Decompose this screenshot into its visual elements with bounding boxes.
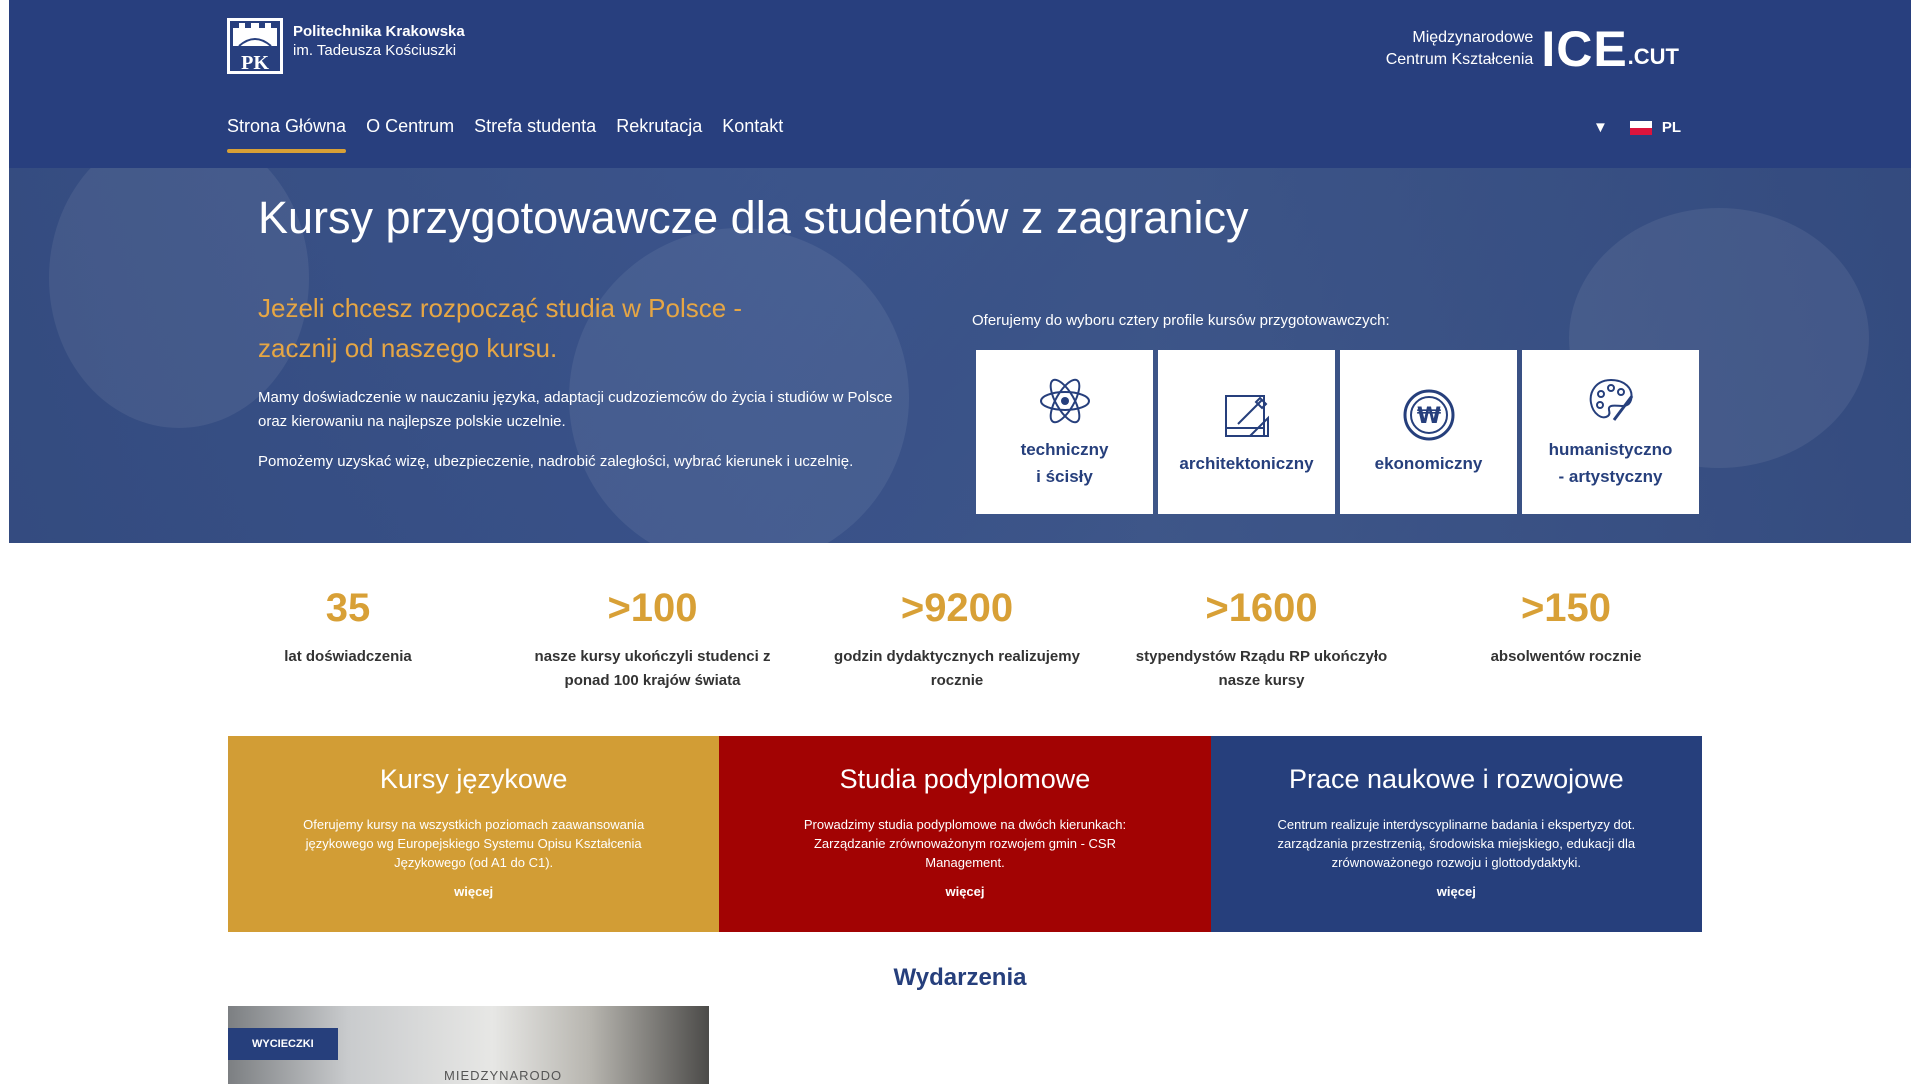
- university-name[interactable]: [293, 22, 465, 60]
- hero-paragraph-1: Mamy doświadczenie w nauczaniu języka, adaptacji cudzoziemców do życia i studiów w Polsce oraz kierowaniu na najlepsze polskie uczelnie.: [258, 389, 893, 430]
- panel-text: Centrum realizuje interdyscyplinarne badania i ekspertyzy dot. zarządzania przestrzenią, środowiska miejskiego, edukacji dla zrównoważonego rozwoju i glottodydaktyki.: [1277, 817, 1636, 870]
- stat-value: >150: [1520, 586, 1612, 630]
- ice-logo-mark: ICE: [1541, 21, 1628, 77]
- university-name-line1: Politechnika Krakowska: [293, 23, 465, 40]
- profile-label-humanities: [1549, 436, 1673, 490]
- profile-label-line1: humanistyczno: [1548, 440, 1673, 459]
- main-nav: [227, 116, 783, 153]
- nav-item-student-zone[interactable]: Strefa studenta: [474, 116, 597, 136]
- currency-coin-icon: [1402, 388, 1456, 442]
- atom-icon: [1038, 374, 1092, 428]
- profile-card-humanities[interactable]: [1522, 350, 1699, 514]
- stats-row: [218, 586, 1696, 693]
- stat-item: [1436, 586, 1696, 693]
- stat-value: >9200: [900, 586, 1014, 630]
- profile-label-line2: i ścisły: [1036, 467, 1093, 486]
- language-option[interactable]: [1630, 119, 1681, 136]
- hero-title: Kursy przygotowawcze dla studentów z zagranicy: [258, 192, 1249, 243]
- drafting-icon: [1220, 388, 1274, 442]
- panel-more-link[interactable]: więcej: [454, 884, 494, 899]
- feature-panels: [228, 736, 1702, 932]
- nav-item-home[interactable]: Strona Główna: [227, 116, 346, 153]
- language-switcher[interactable]: [1593, 119, 1681, 136]
- stat-label: lat doświadczenia: [284, 648, 412, 665]
- ice-logo-subtitle: [1386, 27, 1534, 71]
- ice-logo-line1: Międzynarodowe: [1412, 29, 1534, 46]
- events-heading: Wydarzenia: [893, 964, 1027, 991]
- palette-icon: [1584, 374, 1638, 428]
- site-header: [9, 0, 1911, 168]
- nav-item-about[interactable]: O Centrum: [366, 116, 455, 136]
- hero-paragraph-2: Pomożemy uzyskać wizę, ubezpieczenie, nadrobić zaległości, wybrać kierunek i uczelnię.: [258, 453, 854, 470]
- nav-item-recruitment[interactable]: Rekrutacja: [616, 116, 703, 136]
- svg-text:₩: ₩: [1416, 403, 1441, 429]
- profile-label-economics: ekonomiczny: [1374, 453, 1483, 473]
- panel-more-link[interactable]: więcej: [1436, 884, 1476, 899]
- pk-logo-icon[interactable]: [227, 18, 283, 74]
- panel-postgraduate-studies[interactable]: [719, 736, 1210, 932]
- dropdown-caret-icon[interactable]: ▼: [1592, 119, 1608, 136]
- stat-label: godzin dydaktycznych realizujemy rocznie: [834, 648, 1080, 689]
- profile-label-line2: - artystyczny: [1558, 467, 1663, 486]
- panel-text: Oferujemy kursy na wszystkich poziomach zaawansowania językowego wg Europejskiego Systemu Opisu Kształcenia Językowego (od A1 do C1).: [303, 817, 645, 870]
- profile-label-architecture: architektoniczny: [1179, 453, 1314, 473]
- profile-card-economics[interactable]: [1340, 350, 1517, 514]
- panel-more-link[interactable]: więcej: [945, 884, 985, 899]
- profile-card-architecture[interactable]: [1158, 350, 1335, 514]
- stat-value: 35: [325, 586, 371, 630]
- panel-title: Prace naukowe i rozwojowe: [1288, 764, 1624, 794]
- ice-cut-logo[interactable]: [1385, 21, 1679, 77]
- panel-research[interactable]: [1211, 736, 1702, 932]
- profiles-intro: Oferujemy do wyboru cztery profile kursów przygotowawczych:: [972, 312, 1390, 329]
- stat-item: [218, 586, 478, 693]
- event-card[interactable]: [228, 1006, 709, 1084]
- hero-section: [9, 168, 1911, 543]
- university-name-line2: im. Tadeusza Kościuszki: [293, 42, 457, 59]
- profile-label-line1: techniczny: [1020, 440, 1109, 459]
- language-code: PL: [1661, 119, 1681, 136]
- stat-item: [827, 586, 1087, 693]
- ice-logo-suffix: .CUT: [1627, 44, 1679, 69]
- panel-text: Prowadzimy studia podyplomowe na dwóch kierunkach: Zarządzanie zrównoważonym rozwojem gmin - CSR Management.: [803, 817, 1127, 870]
- stat-label: nasze kursy ukończyli studenci z ponad 100 krajów świata: [534, 648, 771, 689]
- stat-item: [523, 586, 783, 693]
- profile-cards: [976, 350, 1699, 514]
- stat-value: >100: [607, 586, 698, 630]
- profile-card-technical[interactable]: [976, 350, 1153, 514]
- panel-title: Kursy językowe: [379, 764, 568, 794]
- stat-label: stypendystów Rządu RP ukończyło nasze kursy: [1135, 648, 1388, 689]
- profile-label-technical: [1021, 436, 1109, 490]
- stat-item: [1132, 586, 1392, 693]
- panel-title: Studia podyplomowe: [839, 764, 1091, 794]
- event-category-badge[interactable]: WYCIECZKI: [228, 1028, 338, 1060]
- stat-label: absolwentów rocznie: [1490, 648, 1642, 665]
- ice-logo-line2: Centrum Kształcenia: [1385, 51, 1534, 68]
- hero-lead: Jeżeli chcesz rozpocząć studia w Polsce - zacznij od naszego kursu.: [258, 293, 743, 363]
- svg-text:PK: PK: [241, 52, 269, 74]
- panel-language-courses[interactable]: [228, 736, 719, 932]
- stat-value: >1600: [1205, 586, 1318, 630]
- polish-flag-icon: [1630, 121, 1652, 135]
- nav-item-contact[interactable]: Kontakt: [722, 116, 784, 136]
- event-image-caption: MIEDZYNARODO: [444, 1068, 563, 1083]
